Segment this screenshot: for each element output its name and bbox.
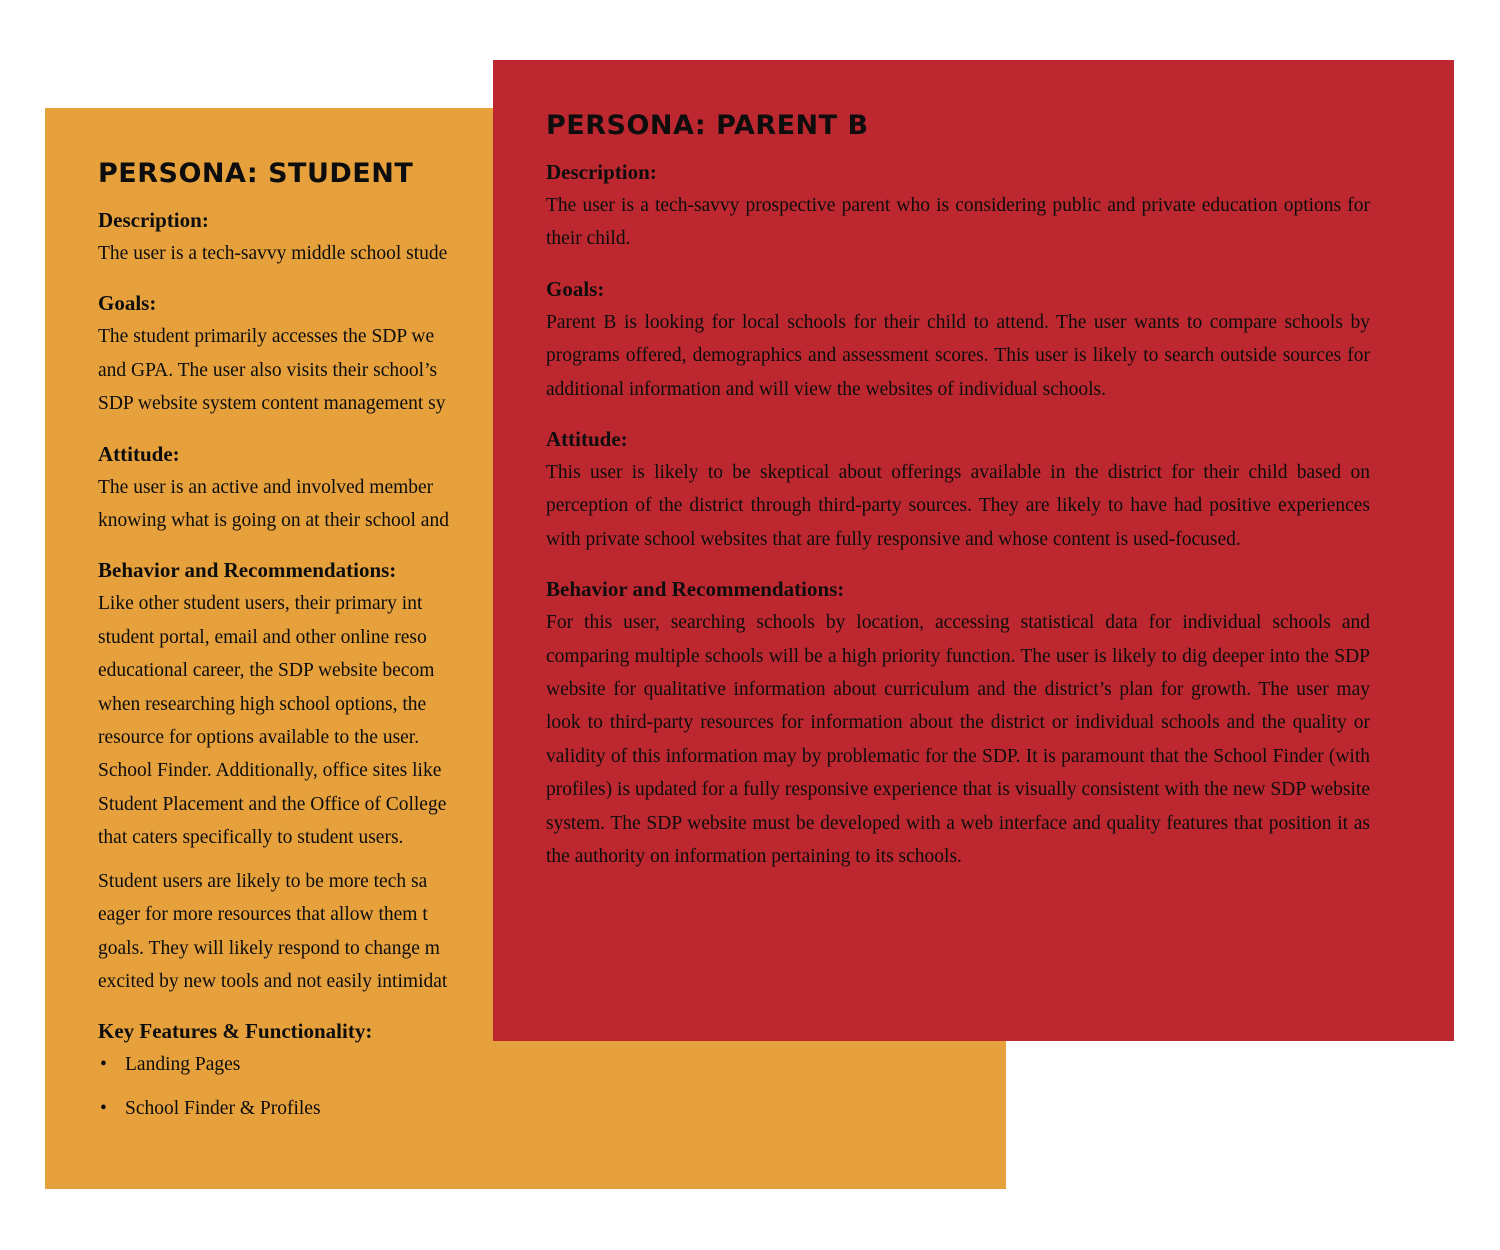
- attitude-line: knowing what is going on at their school and: [98, 510, 449, 532]
- feature-label: Landing Pages: [125, 1054, 241, 1076]
- feature-label: School Finder & Profiles: [125, 1097, 321, 1119]
- behavior-line: educational career, the SDP website becom: [98, 660, 435, 682]
- behavior-line: student portal, email and other online reso: [98, 626, 427, 648]
- behavior-line: Student Placement and the Office of College: [98, 793, 447, 815]
- bullet-icon: •: [100, 1097, 107, 1119]
- features-heading: Key Features & Functionality:: [98, 1019, 373, 1044]
- description-text: The user is a tech-savvy prospective parent who is considering public and private education options for their child.: [546, 195, 1370, 250]
- goals-line: and GPA. The user also visits their school’s: [98, 359, 438, 381]
- features-list: [98, 1048, 953, 1125]
- description-heading: Description:: [546, 160, 657, 184]
- behavior-line: resource for options available to the user.: [98, 727, 420, 749]
- attitude-text: This user is likely to be skeptical about offerings available in the district for their child based on perception of the district through third-party sources. They are likely to have had positive experiences with private school websites that are fully responsive and whose content is used-focused.: [546, 462, 1370, 550]
- persona-card-parent-b: [493, 60, 1454, 1041]
- goals-text: Parent B is looking for local schools for their child to attend. The user wants to compare schools by programs offered, demographics and assessment scores. This user is likely to search outside sources for additional information and will view the websites of individual schools.: [546, 311, 1370, 400]
- persona-title: PERSONA: PARENT B: [546, 110, 869, 141]
- behavior-line: excited by new tools and not easily intimidat: [98, 970, 448, 992]
- behavior-line: that caters specifically to student users.: [98, 827, 404, 849]
- behavior-line: School Finder. Additionally, office sites like: [98, 760, 442, 782]
- attitude-heading: Attitude:: [546, 427, 628, 452]
- persona-title: PERSONA: STUDENT: [98, 158, 414, 189]
- description-heading: Description:: [98, 208, 209, 232]
- goals-line: The student primarily accesses the SDP we: [98, 326, 435, 348]
- list-item: [98, 1048, 953, 1081]
- behavior-heading: Behavior and Recommendations:: [98, 558, 397, 583]
- behavior-line: goals. They will likely respond to change m: [98, 937, 440, 959]
- goals-heading: Goals:: [98, 291, 157, 316]
- goals-line: SDP website system content management sy: [98, 393, 446, 415]
- list-item: [98, 1092, 953, 1125]
- attitude-heading: Attitude:: [98, 441, 180, 466]
- behavior-line: Student users are likely to be more tech sa: [98, 870, 428, 892]
- behavior-line: Like other student users, their primary int: [98, 593, 423, 615]
- description-line: The user is a tech-savvy middle school stude: [98, 243, 448, 264]
- behavior-line: when researching high school options, the: [98, 693, 427, 715]
- goals-heading: Goals:: [546, 276, 605, 301]
- attitude-line: The user is an active and involved member: [98, 476, 434, 498]
- behavior-text: For this user, searching schools by location, accessing statistical data for individual schools and comparing multiple schools will be a high priority function. The user is likely to dig deeper into the SDP website for qualitative information about curriculum and the district’s plan for growth. The user may look to third-party resources for information about the district or individual schools and the quality or validity of this information may by problematic for the SDP. It is paramount that the School Finder (with profiles) is updated for a fully responsive experience that is visually consistent with the new SDP website system. The SDP website must be developed with a web interface and quality features that position it as the authority on information pertaining to its schools.: [546, 612, 1370, 868]
- behavior-line: eager for more resources that allow them t: [98, 904, 428, 926]
- bullet-icon: •: [100, 1054, 107, 1076]
- behavior-heading: Behavior and Recommendations:: [546, 577, 845, 602]
